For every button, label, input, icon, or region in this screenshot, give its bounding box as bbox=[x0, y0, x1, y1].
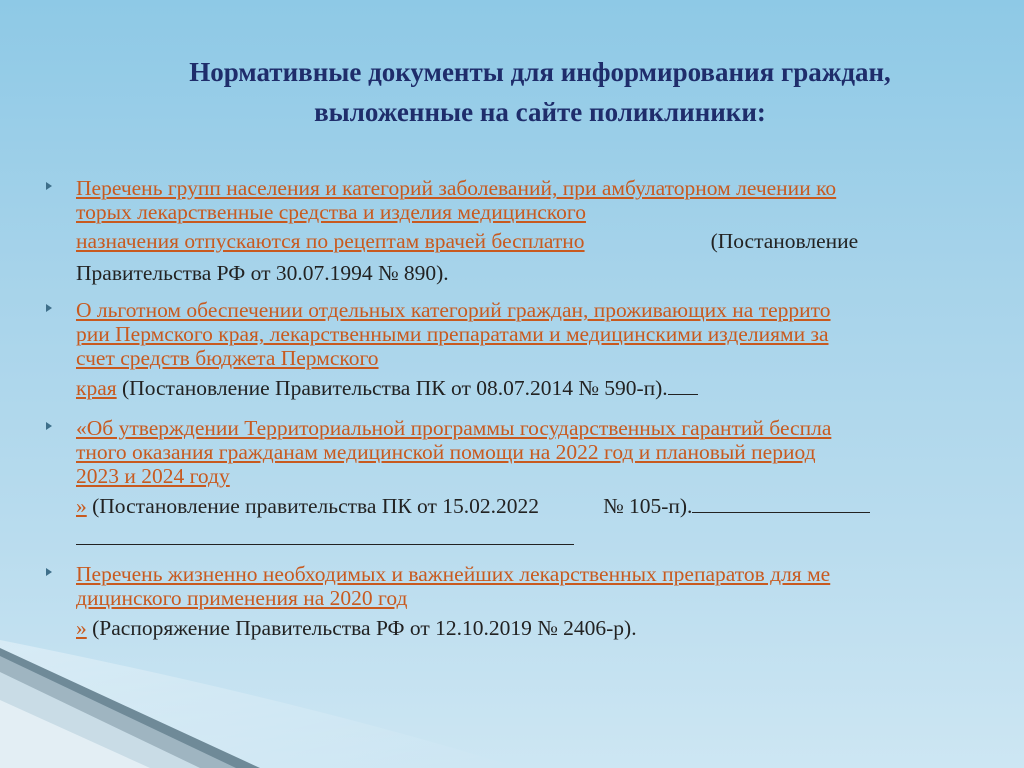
slide-title bbox=[60, 52, 1020, 132]
document-link[interactable]: назначения отпускаются по рецептам врачей бесплатно bbox=[76, 229, 585, 253]
document-link[interactable]: Перечень жизненно необходимых и важнейших лекарственных препаратов для ме bbox=[76, 562, 831, 586]
document-number: № 105-п). bbox=[603, 494, 693, 518]
document-link[interactable]: дицинского применения на 2020 год bbox=[76, 586, 408, 610]
document-reference: (Постановление правительства ПК от 15.02.2022 bbox=[86, 494, 540, 518]
list-item bbox=[46, 416, 986, 548]
document-reference: Правительства РФ от 30.07.1994 № 890). bbox=[76, 261, 449, 285]
underline-blank bbox=[76, 524, 574, 545]
document-link[interactable]: » bbox=[76, 616, 87, 640]
bullet-arrow-icon bbox=[46, 304, 52, 312]
title-line-1: Нормативные документы для информирования граждан, bbox=[189, 57, 891, 87]
document-link[interactable]: тного оказания гражданам медицинской помощи на 2022 год и плановый период bbox=[76, 440, 816, 464]
bullet-arrow-icon bbox=[46, 182, 52, 190]
bullet-arrow-icon bbox=[46, 422, 52, 430]
document-link[interactable]: » bbox=[76, 494, 87, 518]
document-link[interactable]: О льготном обеспечении отдельных категорий граждан, проживающих на террито bbox=[76, 298, 831, 322]
document-reference: (Распоряжение Правительства РФ от 12.10.2019 № 2406-р). bbox=[86, 616, 637, 640]
underline-blank bbox=[668, 374, 698, 395]
document-link[interactable]: «Об утверждении Территориальной программы государственных гарантий беспла bbox=[76, 416, 832, 440]
underline-blank bbox=[692, 492, 870, 513]
document-list bbox=[46, 176, 986, 656]
list-item bbox=[46, 176, 986, 288]
document-link[interactable]: рии Пермского края, лекарственными препаратами и медицинскими изделиями за bbox=[76, 322, 829, 346]
document-link[interactable]: счет средств бюджета Пермского bbox=[76, 346, 379, 370]
list-item bbox=[46, 298, 986, 406]
document-link[interactable]: 2023 и 2024 году bbox=[76, 464, 230, 488]
bullet-arrow-icon bbox=[46, 568, 52, 576]
title-line-2: выложенные на сайте поликлиники: bbox=[314, 97, 766, 127]
document-link[interactable]: торых лекарственные средства и изделия медицинского bbox=[76, 200, 586, 224]
document-link[interactable]: Перечень групп населения и категорий заболеваний, при амбулаторном лечении ко bbox=[76, 176, 837, 200]
document-reference: (Постановление bbox=[710, 229, 859, 253]
list-item bbox=[46, 562, 986, 646]
document-link[interactable]: края bbox=[76, 376, 117, 400]
document-reference: (Постановление Правительства ПК от 08.07.2014 № 590-п). bbox=[116, 376, 668, 400]
